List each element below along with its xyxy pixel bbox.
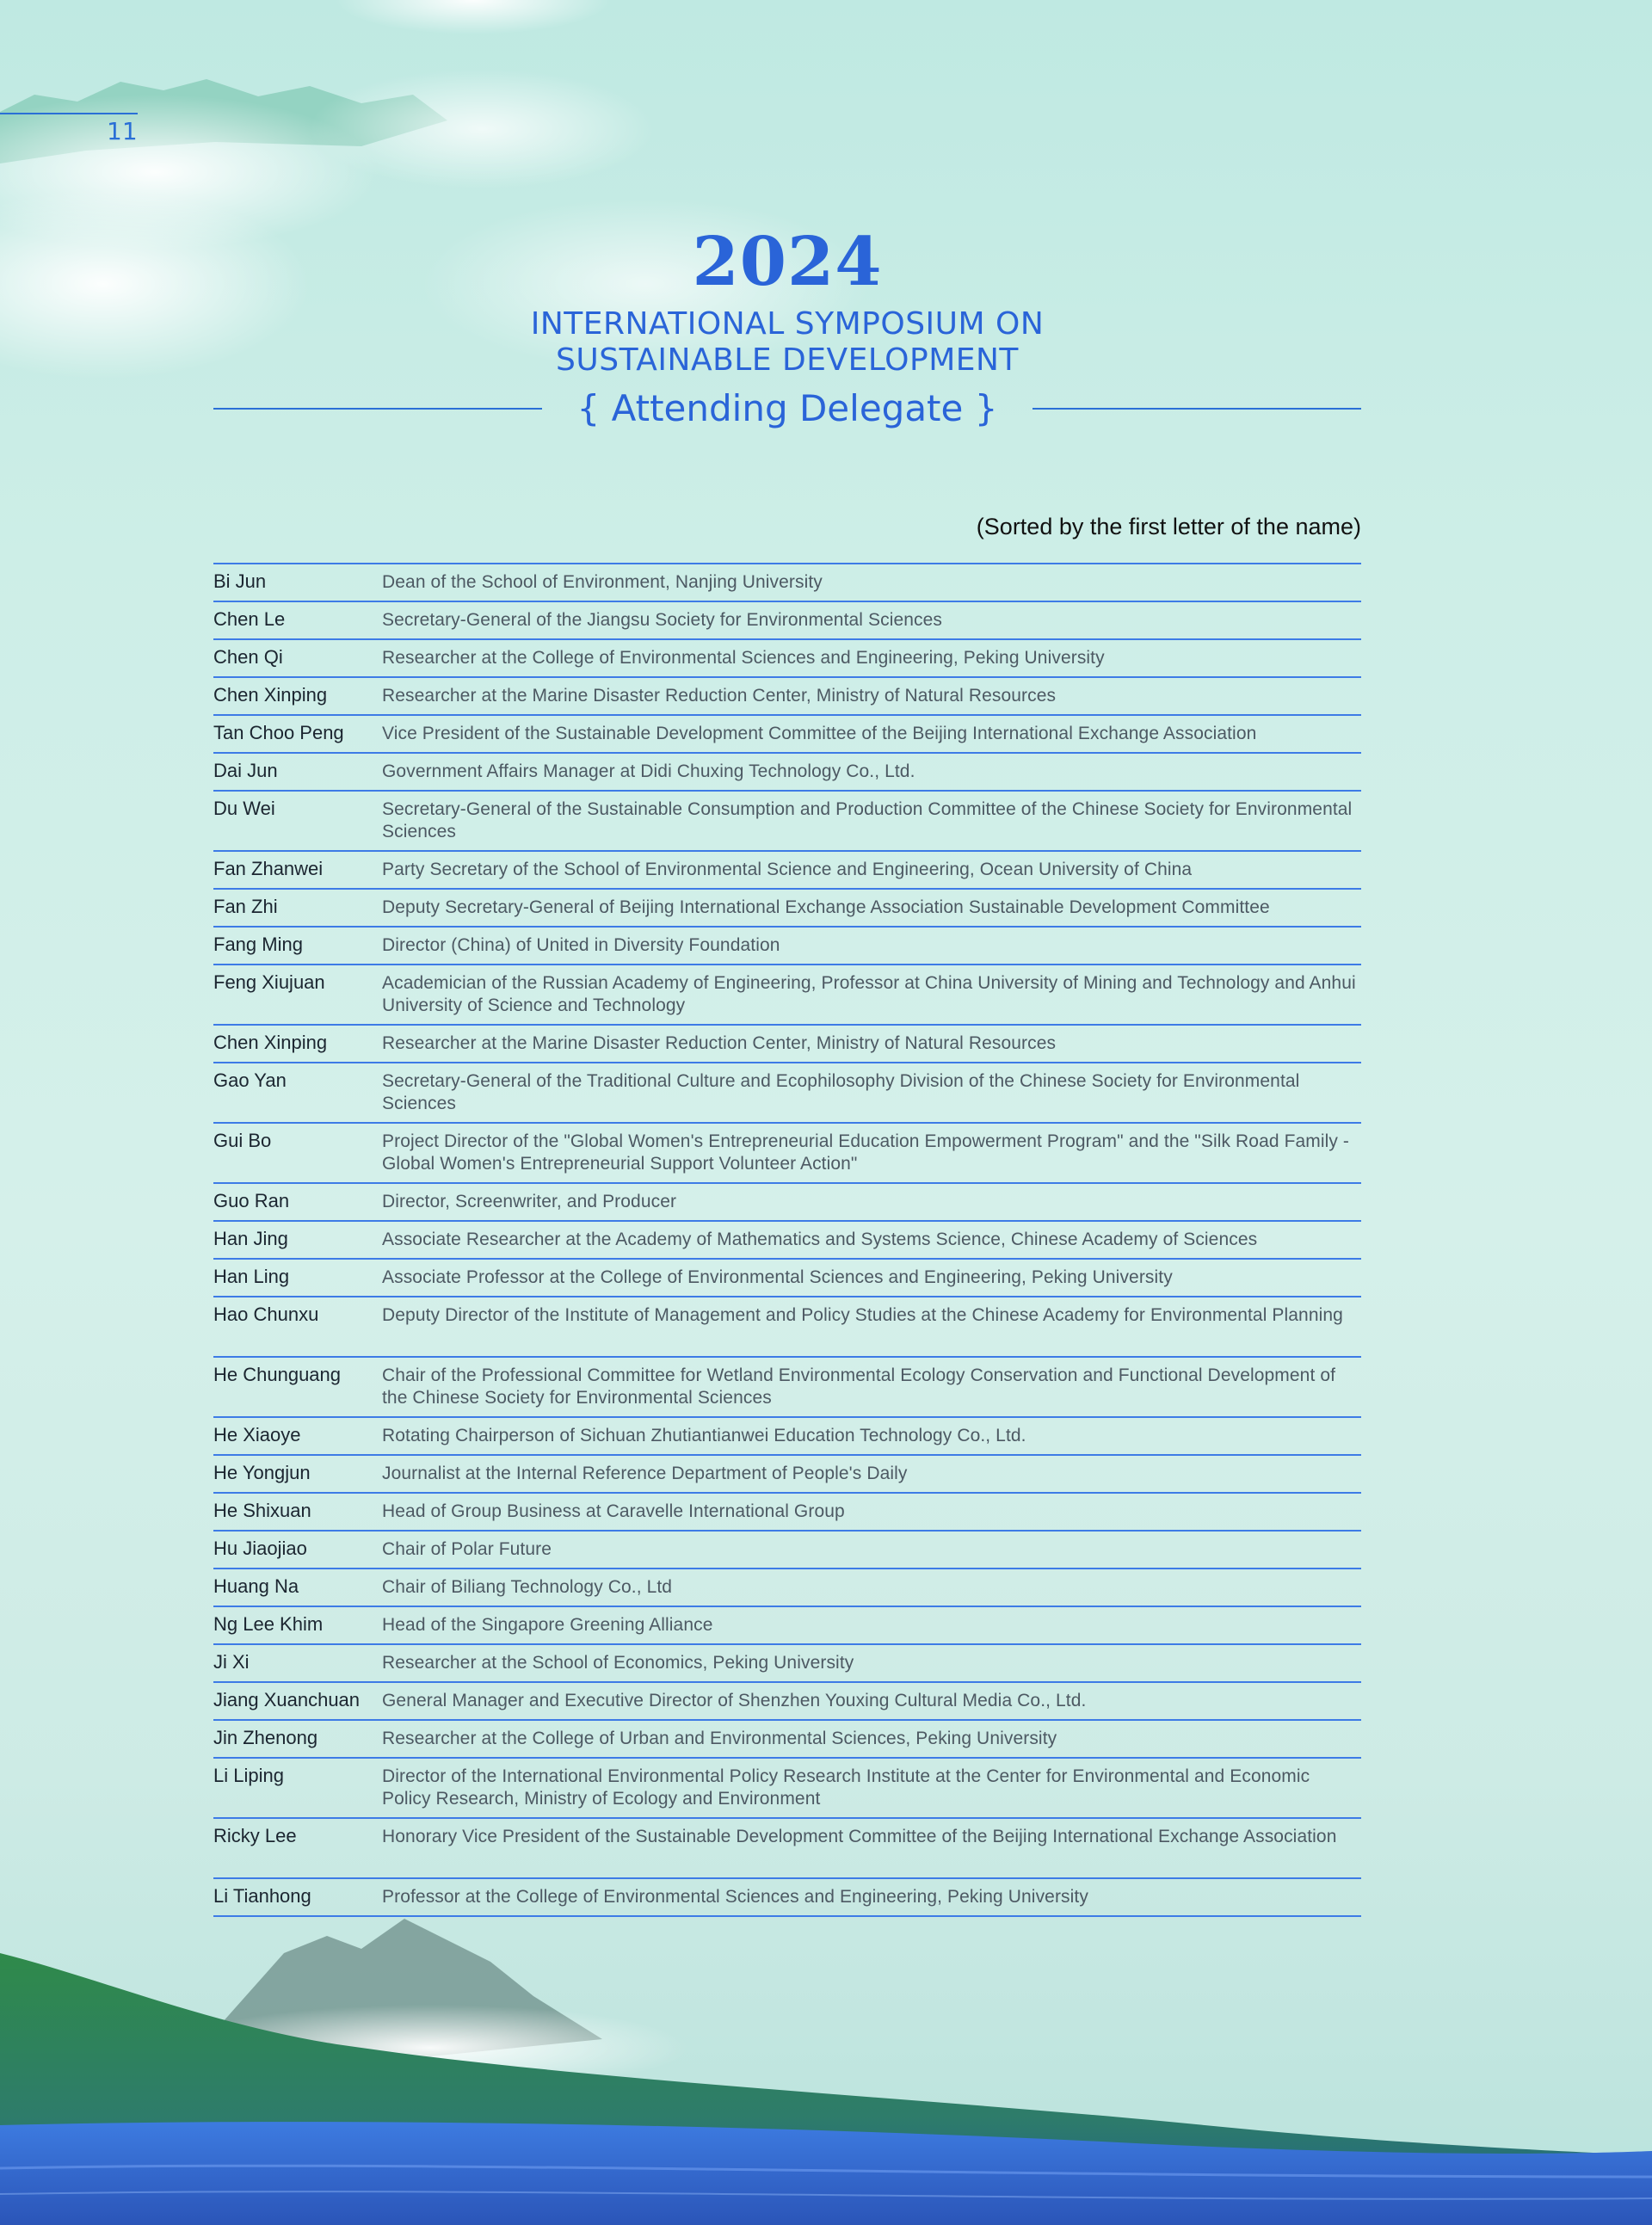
delegate-name: Li Tianhong: [213, 1885, 311, 1907]
delegate-role: Honorary Vice President of the Sustainable Development Committee of the Beijing International Exchange Association: [382, 1827, 1337, 1846]
delegate-role: Chair of the Professional Committee for Wetland Environmental Ecology Conservation and Functional Development of the Chinese Society for Environmental Sciences: [382, 1365, 1336, 1408]
delegate-role: Rotating Chairperson of Sichuan Zhutiantianwei Education Technology Co., Ltd.: [382, 1426, 1026, 1445]
delegate-name: Ji Xi: [213, 1651, 250, 1673]
delegate-role: Head of the Singapore Greening Alliance: [382, 1615, 713, 1635]
delegate-row: [213, 1456, 1361, 1494]
delegate-role: Associate Professor at the College of Environmental Sciences and Engineering, Peking University: [382, 1267, 1173, 1287]
water: [0, 2122, 1652, 2225]
delegate-role: Party Secretary of the School of Environmental Science and Engineering, Ocean University of China: [382, 860, 1193, 879]
event-title-line-1: INTERNATIONAL SYMPOSIUM ON: [530, 306, 1045, 342]
delegate-role: Director, Screenwriter, and Producer: [382, 1192, 677, 1211]
delegate-row: [213, 1879, 1361, 1917]
delegate-role: Government Affairs Manager at Didi Chuxing Technology Co., Ltd.: [382, 761, 915, 781]
delegate-name: He Yongjun: [213, 1462, 311, 1483]
delegate-name: He Xiaoye: [213, 1424, 301, 1445]
delegate-role: Chair of Biliang Technology Co., Ltd: [382, 1577, 673, 1597]
delegate-row: [213, 1683, 1361, 1721]
delegate-row: [213, 928, 1361, 965]
delegate-role: Researcher at the College of Environmental Sciences and Engineering, Peking University: [382, 648, 1105, 668]
delegate-name: Ng Lee Khim: [213, 1613, 324, 1635]
delegate-role: Chair of Polar Future: [382, 1539, 552, 1559]
delegate-name: Fan Zhi: [213, 896, 278, 917]
delegate-row: [213, 564, 1361, 602]
delegate-role: Dean of the School of Environment, Nanjing University: [382, 572, 823, 592]
delegate-name: Chen Xinping: [213, 1032, 328, 1053]
sort-note: (Sorted by the first letter of the name): [976, 514, 1361, 539]
delegate-role: Researcher at the Marine Disaster Reduction Center, Ministry of Natural Resources: [382, 686, 1057, 706]
delegate-name: Han Jing: [213, 1228, 288, 1249]
delegate-role: General Manager and Executive Director of Shenzhen Youxing Cultural Media Co., Ltd.: [382, 1691, 1087, 1710]
delegate-role: Project Director of the "Global Women's Entrepreneurial Education Empowerment Program" and the "Silk Road Family - Global Women's Entrepreneurial Support Volunteer Action": [382, 1131, 1350, 1174]
delegate-row: [213, 1260, 1361, 1297]
delegate-role: Academician of the Russian Academy of Engineering, Professor at China University of Mining and Technology and Anhui University of Science and Technology: [382, 973, 1356, 1015]
delegate-row: [213, 890, 1361, 928]
event-year: 2024: [692, 223, 883, 301]
delegate-role: Vice President of the Sustainable Development Committee of the Beijing International Exchange Association: [382, 724, 1257, 743]
delegate-role: Deputy Director of the Institute of Management and Policy Studies at the Chinese Academy for Environmental Planning: [382, 1305, 1343, 1325]
delegate-row: [213, 1607, 1361, 1645]
delegate-name: Gui Bo: [213, 1130, 272, 1151]
delegate-row: [213, 640, 1361, 678]
delegate-role: Associate Researcher at the Academy of Mathematics and Systems Science, Chinese Academy of Sciences: [382, 1230, 1258, 1249]
delegate-role: Head of Group Business at Caravelle International Group: [382, 1501, 845, 1521]
delegate-role: Researcher at the College of Urban and Environmental Sciences, Peking University: [382, 1729, 1057, 1748]
delegate-row: [213, 1418, 1361, 1456]
delegate-role: Journalist at the Internal Reference Department of People's Daily: [382, 1464, 908, 1483]
page-header: [213, 223, 1361, 432]
delegate-row: [213, 1819, 1361, 1879]
delegate-row: [213, 965, 1361, 1026]
delegate-row: [213, 1569, 1361, 1607]
delegate-role: Secretary-General of the Traditional Culture and Ecophilosophy Division of the Chinese Society for Environmental Sciences: [382, 1071, 1300, 1113]
delegate-row: [213, 1358, 1361, 1418]
delegate-row: [213, 716, 1361, 754]
delegate-role: Professor at the College of Environmental Sciences and Engineering, Peking University: [382, 1887, 1088, 1907]
delegate-row: [213, 1222, 1361, 1260]
delegate-row: [213, 1721, 1361, 1759]
subtitle-row: [213, 385, 1361, 432]
delegate-row: [213, 792, 1361, 852]
delegate-role: Deputy Secretary-General of Beijing International Exchange Association Sustainable Development Committee: [382, 897, 1270, 917]
delegate-name: Jin Zhenong: [213, 1727, 318, 1748]
delegate-row: [213, 1645, 1361, 1683]
delegate-row: [213, 1297, 1361, 1358]
delegate-row: [213, 754, 1361, 792]
delegate-name: Huang Na: [213, 1575, 299, 1597]
delegate-name: He Chunguang: [213, 1364, 342, 1385]
delegate-row: [213, 852, 1361, 890]
delegate-row: [213, 1759, 1361, 1819]
delegate-row: [213, 1026, 1361, 1063]
delegate-name: Jiang Xuanchuan: [213, 1689, 361, 1710]
page-number-rule: [0, 113, 138, 114]
delegate-row: [213, 678, 1361, 716]
subtitle-rule-right: [1032, 408, 1361, 410]
delegate-list: [213, 563, 1361, 1917]
delegate-role: Secretary-General of the Sustainable Consumption and Production Committee of the Chinese Society for Environmental Sciences: [382, 799, 1353, 841]
delegate-name: Tan Choo Peng: [213, 722, 344, 743]
delegate-name: Chen Qi: [213, 646, 283, 668]
delegate-name: Chen Xinping: [213, 684, 328, 706]
delegate-row: [213, 1124, 1361, 1184]
delegate-name: Li Liping: [213, 1765, 284, 1786]
delegate-name: Feng Xiujuan: [213, 971, 325, 993]
delegate-name: Hao Chunxu: [213, 1304, 319, 1325]
delegate-role: Director (China) of United in Diversity Foundation: [382, 935, 780, 955]
delegate-row: [213, 1494, 1361, 1532]
section-subtitle: { Attending Delegate }: [576, 387, 998, 429]
delegate-name: Fang Ming: [213, 934, 303, 955]
delegate-name: Guo Ran: [213, 1190, 290, 1211]
delegate-role: Director of the International Environmental Policy Research Institute at the Center for Environmental and Economic Policy Research, Ministry of Ecology and Environment: [382, 1766, 1310, 1809]
delegate-role: Researcher at the Marine Disaster Reduction Center, Ministry of Natural Resources: [382, 1033, 1057, 1053]
delegate-name: Gao Yan: [213, 1069, 287, 1091]
delegate-row: [213, 1184, 1361, 1222]
delegate-role: Researcher at the School of Economics, Peking University: [382, 1653, 854, 1673]
event-title-line-2: SUSTAINABLE DEVELOPMENT: [556, 342, 1019, 378]
delegate-name: Fan Zhanwei: [213, 858, 324, 879]
delegate-name: Du Wei: [213, 798, 275, 819]
delegate-name: Chen Le: [213, 608, 286, 630]
subtitle-rule-left: [213, 408, 542, 410]
delegate-name: Hu Jiaojiao: [213, 1538, 307, 1559]
delegate-name: Dai Jun: [213, 760, 278, 781]
delegate-row: [213, 602, 1361, 640]
delegate-name: Han Ling: [213, 1266, 290, 1287]
page-number: 11: [107, 117, 138, 145]
delegate-name: Ricky Lee: [213, 1825, 297, 1846]
delegate-row: [213, 1063, 1361, 1124]
delegate-name: He Shixuan: [213, 1500, 311, 1521]
delegate-role: Secretary-General of the Jiangsu Society for Environmental Sciences: [382, 610, 943, 630]
delegate-row: [213, 1532, 1361, 1569]
delegate-name: Bi Jun: [213, 570, 267, 592]
